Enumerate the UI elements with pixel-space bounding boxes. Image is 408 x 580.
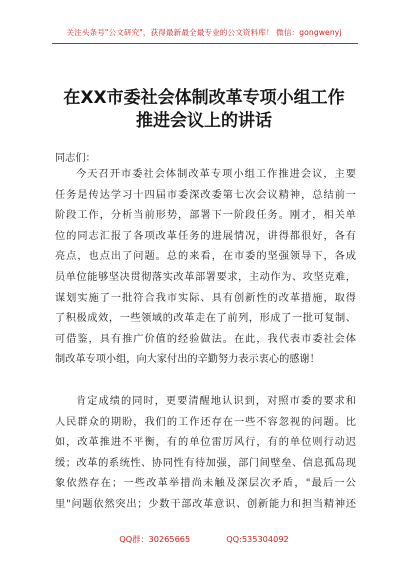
paragraph-line: 了积极成效，一些领域的改革走在了前列，形成了一批可复制、: [55, 313, 356, 325]
paragraph-line: 亮点，也点出了问题。总的来看，在市委的坚强领导下，各成: [55, 251, 356, 263]
paragraph-line: 员单位能够坚决贯彻落实改革部署要求，主动作为、攻坚克难，: [55, 271, 356, 283]
paragraph-line: 谋划实施了一批符合我市实际、具有创新性的改革措施，取得: [55, 292, 356, 304]
document-title-line-2: 推进会议上的讲话: [136, 111, 272, 131]
header-divider: [52, 43, 358, 44]
body-paragraph-1: [55, 165, 356, 371]
paragraph-line: 缓；改革的系统性、协同性有待加强，部门间壁垒、信息孤岛现: [55, 457, 356, 469]
paragraph-line: 位的同志汇报了各项改革任务的进展情况，讲得都很好，各有: [55, 230, 356, 242]
paragraph-line: 象依然存在；一些改革举措尚未触及深层次矛盾，"最后一公: [55, 478, 356, 490]
salutation: 同志们：: [55, 153, 96, 164]
paragraph-line: 阶段工作，分析当前形势，部署下一阶段任务。刚才，相关单: [55, 210, 356, 222]
paragraph-line: 今天召开市委社会体制改革专项小组工作推进会议，主要: [76, 169, 356, 180]
paragraph-line: 可借鉴，具有推广价值的经验做法。在此，我代表市委社会体: [55, 333, 356, 345]
footer-qq: QQ:535304092: [226, 534, 289, 544]
paragraph-line: 里"问题依然突出；少数干部改革意识、创新能力和担当精神还: [55, 498, 356, 510]
footer-contact: [0, 534, 408, 545]
paragraph-line: 人民群众的期盼，我们的工作还存在一些不容忽视的问题。比: [55, 416, 356, 428]
footer-qq-group: QQ群：30265665: [119, 534, 191, 544]
paragraph-line: 如，改革推进不平衡，有的单位雷厉风行，有的单位则行动迟: [55, 437, 356, 449]
document-title-line-1: 在XX市委社会体制改革专项小组工作: [63, 88, 345, 108]
paragraph-line: 任务是传达学习十四届市委深改委第七次会议精神，总结前一: [55, 189, 356, 201]
header-banner: 关注头条号"公文研究"，获得最新最全最专业的公文资料库！ 微信：gongwenyj: [66, 28, 342, 37]
paragraph-line: 肯定成绩的同时，更要清醒地认识到，对照市委的要求和: [76, 396, 356, 407]
paragraph-line: 制改革专项小组，向大家付出的辛勤努力表示衷心的感谢！: [55, 354, 320, 366]
body-paragraph-2: [55, 392, 356, 516]
